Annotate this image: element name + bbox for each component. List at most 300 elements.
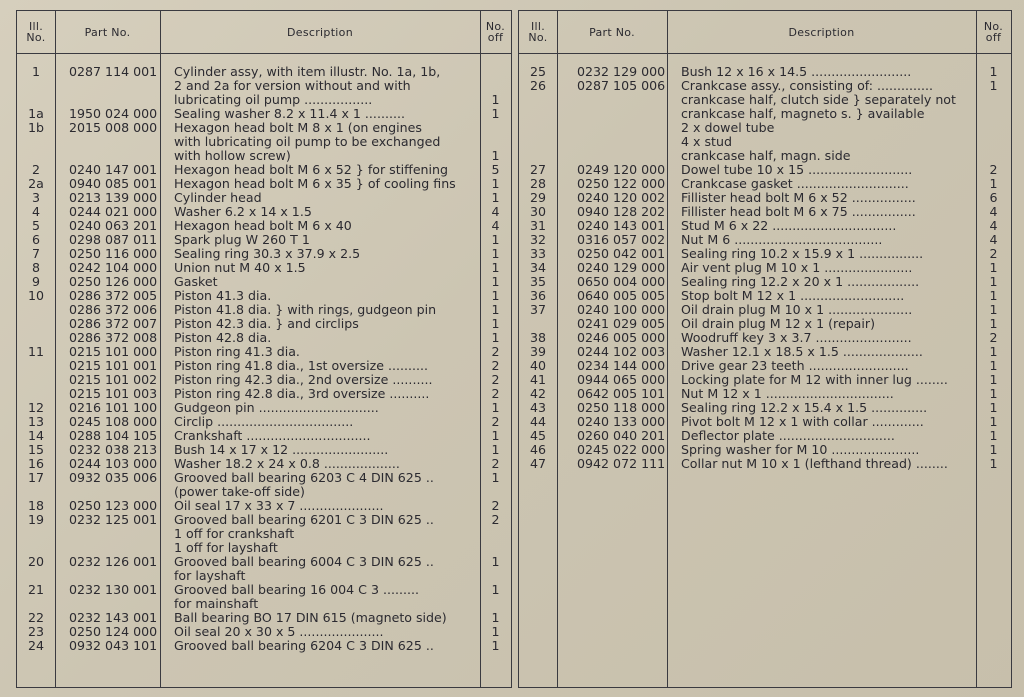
table-row — [17, 345, 511, 359]
part-no-cell: 0240 147 001 — [69, 162, 158, 177]
description-cell: 1 off for crankshaft — [174, 527, 295, 541]
ill-no-cell: 44 — [529, 414, 547, 429]
quantity-cell: 1 — [491, 330, 500, 345]
table-row — [17, 401, 511, 415]
table-row — [519, 177, 1011, 191]
table-row — [519, 205, 1011, 219]
header-part-no: Part No. — [589, 25, 635, 39]
part-no-cell: 0250 118 000 — [577, 400, 666, 415]
part-no-cell: 0240 120 002 — [577, 190, 666, 205]
quantity-cell: 1 — [491, 638, 500, 653]
ill-no-cell: 12 — [27, 400, 45, 415]
part-no-cell: 0286 372 006 — [69, 302, 158, 317]
part-no-cell: 0232 038 213 — [69, 442, 158, 457]
quantity-cell: 1 — [989, 78, 998, 93]
part-no-cell: 0213 139 000 — [69, 190, 158, 205]
table-row — [519, 261, 1011, 275]
table-row — [17, 499, 511, 513]
part-no-cell: 0250 124 000 — [69, 624, 158, 639]
quantity-cell: 2 — [491, 456, 500, 471]
table-row — [519, 233, 1011, 247]
quantity-cell: 4 — [989, 218, 998, 233]
part-no-cell: 0250 116 000 — [69, 246, 158, 261]
table-row — [17, 639, 511, 653]
table-row — [17, 107, 511, 121]
description-cell: Gasket — [174, 275, 218, 289]
description-cell: Hexagon head bolt M 6 x 35 } of cooling fins — [174, 177, 456, 191]
ill-no-cell: 43 — [529, 400, 547, 415]
quantity-cell: 1 — [491, 428, 500, 443]
quantity-cell: 2 — [491, 414, 500, 429]
description-cell: Union nut M 40 x 1.5 — [174, 261, 306, 275]
description-cell: Hexagon head bolt M 8 x 1 (on engines — [174, 121, 422, 135]
part-no-cell: 0642 005 101 — [577, 386, 666, 401]
part-no-cell: 0244 103 000 — [69, 456, 158, 471]
description-cell: Sealing ring 12.2 x 20 x 1 .................. — [681, 275, 920, 289]
description-cell: Collar nut M 10 x 1 (lefthand thread) ........ — [681, 457, 948, 471]
table-row — [17, 261, 511, 275]
table-row — [17, 163, 511, 177]
part-no-cell: 0932 043 101 — [69, 638, 158, 653]
description-cell: Crankshaft ............................... — [174, 429, 371, 443]
ill-no-cell: 39 — [529, 344, 547, 359]
quantity-cell: 2 — [491, 344, 500, 359]
ill-no-cell: 34 — [529, 260, 547, 275]
part-no-cell: 0316 057 002 — [577, 232, 666, 247]
description-cell: Spring washer for M 10 ...................... — [681, 443, 920, 457]
quantity-cell: 2 — [491, 386, 500, 401]
ill-no-cell: 31 — [529, 218, 547, 233]
description-cell: crankcase half, magneto s. } available — [681, 107, 925, 121]
description-cell: 4 x stud — [681, 135, 732, 149]
description-cell: Ball bearing BO 17 DIN 615 (magneto side) — [174, 611, 447, 625]
description-cell: Woodruff key 3 x 3.7 ........................ — [681, 331, 912, 345]
part-no-cell: 0215 101 000 — [69, 344, 158, 359]
part-no-cell: 0245 022 000 — [577, 442, 666, 457]
quantity-cell: 1 — [491, 260, 500, 275]
quantity-cell: 1 — [989, 442, 998, 457]
parts-table-left — [16, 10, 512, 688]
table-row — [17, 471, 511, 485]
ill-no-cell: 3 — [31, 190, 40, 205]
description-cell: Sealing washer 8.2 x 11.4 x 1 .......... — [174, 107, 405, 121]
description-cell: Drive gear 23 teeth ......................... — [681, 359, 909, 373]
quantity-cell: 2 — [491, 358, 500, 373]
quantity-cell: 2 — [989, 162, 998, 177]
quantity-cell: 1 — [989, 64, 998, 79]
part-no-cell: 2015 008 000 — [69, 120, 158, 135]
table-row — [17, 513, 511, 527]
ill-no-cell: 5 — [31, 218, 40, 233]
part-no-cell: 0250 122 000 — [577, 176, 666, 191]
table-row — [519, 163, 1011, 177]
quantity-cell: 2 — [491, 512, 500, 527]
ill-no-cell: 8 — [31, 260, 40, 275]
quantity-cell: 1 — [491, 246, 500, 261]
table-row — [17, 373, 511, 387]
table-row — [17, 275, 511, 289]
quantity-cell: 1 — [491, 624, 500, 639]
description-cell: Piston ring 41.8 dia., 1st oversize .......... — [174, 359, 428, 373]
ill-no-cell: 13 — [27, 414, 45, 429]
table-row — [17, 457, 511, 471]
quantity-cell: 1 — [989, 456, 998, 471]
description-cell: Grooved ball bearing 6201 C 3 DIN 625 .. — [174, 513, 434, 527]
description-cell: Oil drain plug M 12 x 1 (repair) — [681, 317, 875, 331]
description-cell: (power take-off side) — [174, 485, 305, 499]
quantity-cell: 1 — [989, 386, 998, 401]
ill-no-cell: 1 — [31, 64, 40, 79]
ill-no-cell: 26 — [529, 78, 547, 93]
description-cell: 2 x dowel tube — [681, 121, 775, 135]
description-cell: Oil seal 20 x 30 x 5 ..................... — [174, 625, 384, 639]
table-row — [519, 289, 1011, 303]
description-cell: Sealing ring 10.2 x 15.9 x 1 ................ — [681, 247, 924, 261]
description-cell: Bush 14 x 17 x 12 ........................ — [174, 443, 389, 457]
description-cell: Washer 6.2 x 14 x 1.5 — [174, 205, 312, 219]
part-no-cell: 0249 120 000 — [577, 162, 666, 177]
table-row — [17, 415, 511, 429]
description-cell: for mainshaft — [174, 597, 259, 611]
description-cell: with lubricating oil pump to be exchanged — [174, 135, 441, 149]
quantity-cell: 1 — [491, 176, 500, 191]
description-cell: Dowel tube 10 x 15 .......................... — [681, 163, 913, 177]
ill-no-cell: 19 — [27, 512, 45, 527]
table-row — [519, 107, 1011, 121]
description-cell: Deflector plate ............................. — [681, 429, 895, 443]
quantity-cell: 2 — [989, 330, 998, 345]
ill-no-cell: 2a — [28, 176, 44, 191]
table-row — [17, 149, 511, 163]
ill-no-cell: 20 — [27, 554, 45, 569]
ill-no-cell: 15 — [27, 442, 45, 457]
table-row — [519, 429, 1011, 443]
description-cell: Stud M 6 x 22 ............................... — [681, 219, 897, 233]
table-row — [519, 317, 1011, 331]
quantity-cell: 1 — [491, 470, 500, 485]
ill-no-cell: 4 — [31, 204, 40, 219]
table-row — [519, 275, 1011, 289]
description-cell: Grooved ball bearing 16 004 C 3 ......... — [174, 583, 420, 597]
part-no-cell: 0287 114 001 — [69, 64, 158, 79]
part-no-cell: 0232 126 001 — [69, 554, 158, 569]
table-row — [17, 303, 511, 317]
description-cell: for layshaft — [174, 569, 246, 583]
table-row — [17, 205, 511, 219]
description-cell: Crankcase assy., consisting of: .............. — [681, 79, 934, 93]
table-row — [17, 177, 511, 191]
part-no-cell: 0240 100 000 — [577, 302, 666, 317]
description-cell: crankcase half, clutch side } separately not — [681, 93, 956, 107]
table-row — [17, 191, 511, 205]
table-row — [519, 191, 1011, 205]
ill-no-cell: 1a — [28, 106, 44, 121]
quantity-cell: 1 — [989, 344, 998, 359]
part-no-cell: 0250 123 000 — [69, 498, 158, 513]
table-row — [519, 457, 1011, 471]
description-cell: Fillister head bolt M 6 x 52 ................ — [681, 191, 916, 205]
description-cell: lubricating oil pump ................. — [174, 93, 373, 107]
description-cell: Washer 12.1 x 18.5 x 1.5 .................... — [681, 345, 923, 359]
description-cell: Washer 18.2 x 24 x 0.8 ................... — [174, 457, 400, 471]
parts-rows-right — [519, 65, 1011, 471]
header-description: Description — [287, 25, 353, 39]
ill-no-cell: 35 — [529, 274, 547, 289]
description-cell: Sealing ring 30.3 x 37.9 x 2.5 — [174, 247, 361, 261]
table-row — [17, 331, 511, 345]
part-no-cell: 0241 029 005 — [577, 316, 666, 331]
description-cell: Locking plate for M 12 with inner lug ........ — [681, 373, 948, 387]
part-no-cell: 0240 133 000 — [577, 414, 666, 429]
description-cell: Sealing ring 12.2 x 15.4 x 1.5 .............. — [681, 401, 928, 415]
part-no-cell: 0244 102 003 — [577, 344, 666, 359]
quantity-cell: 2 — [491, 498, 500, 513]
ill-no-cell: 6 — [31, 232, 40, 247]
description-cell: Cylinder assy, with item illustr. No. 1a, 1b, — [174, 65, 441, 79]
quantity-cell: 5 — [491, 162, 500, 177]
quantity-cell: 1 — [491, 400, 500, 415]
ill-no-cell: 11 — [27, 344, 45, 359]
table-row — [17, 443, 511, 457]
table-row — [519, 373, 1011, 387]
description-cell: Piston 41.8 dia. } with rings, gudgeon pin — [174, 303, 437, 317]
part-no-cell: 0232 125 001 — [69, 512, 158, 527]
part-no-cell: 0240 129 000 — [577, 260, 666, 275]
quantity-cell: 1 — [491, 106, 500, 121]
table-row — [519, 401, 1011, 415]
part-no-cell: 0232 129 000 — [577, 64, 666, 79]
part-no-cell: 1950 024 000 — [69, 106, 158, 121]
header-ill-no: Ill. No. — [528, 20, 548, 44]
part-no-cell: 0240 143 001 — [577, 218, 666, 233]
ill-no-cell: 7 — [31, 246, 40, 261]
table-row — [519, 415, 1011, 429]
part-no-cell: 0216 101 100 — [69, 400, 158, 415]
header-no-off: No. off — [983, 20, 1004, 44]
part-no-cell: 0260 040 201 — [577, 428, 666, 443]
quantity-cell: 1 — [989, 260, 998, 275]
ill-no-cell: 46 — [529, 442, 547, 457]
part-no-cell: 0232 130 001 — [69, 582, 158, 597]
description-cell: Hexagon head bolt M 6 x 52 } for stiffening — [174, 163, 449, 177]
table-row — [17, 135, 511, 149]
quantity-cell: 1 — [989, 414, 998, 429]
quantity-cell: 1 — [989, 274, 998, 289]
part-no-cell: 0242 104 000 — [69, 260, 158, 275]
table-row — [519, 149, 1011, 163]
table-row — [519, 65, 1011, 79]
header-part-no: Part No. — [84, 25, 131, 39]
ill-no-cell: 21 — [27, 582, 45, 597]
ill-no-cell: 23 — [27, 624, 45, 639]
quantity-cell: 1 — [989, 372, 998, 387]
table-row — [17, 359, 511, 373]
description-cell: 2 and 2a for version without and with — [174, 79, 411, 93]
ill-no-cell: 38 — [529, 330, 547, 345]
quantity-cell: 1 — [989, 358, 998, 373]
description-cell: Cylinder head — [174, 191, 262, 205]
quantity-cell: 4 — [491, 218, 500, 233]
table-row — [519, 121, 1011, 135]
part-no-cell: 0298 087 011 — [69, 232, 158, 247]
part-no-cell: 0286 372 005 — [69, 288, 158, 303]
ill-no-cell: 47 — [529, 456, 547, 471]
ill-no-cell: 22 — [27, 610, 45, 625]
ill-no-cell: 37 — [529, 302, 547, 317]
part-no-cell: 0232 143 001 — [69, 610, 158, 625]
description-cell: Piston ring 42.8 dia., 3rd oversize .......... — [174, 387, 430, 401]
description-cell: crankcase half, magn. side — [681, 149, 851, 163]
table-row — [17, 247, 511, 261]
ill-no-cell: 10 — [27, 288, 45, 303]
table-row — [17, 317, 511, 331]
table-row — [17, 233, 511, 247]
part-no-cell: 0287 105 006 — [577, 78, 666, 93]
part-no-cell: 0640 005 005 — [577, 288, 666, 303]
part-no-cell: 0940 128 202 — [577, 204, 666, 219]
ill-no-cell: 24 — [27, 638, 45, 653]
part-no-cell: 0932 035 006 — [69, 470, 158, 485]
quantity-cell: 1 — [989, 400, 998, 415]
table-row — [17, 541, 511, 555]
table-row — [17, 65, 511, 79]
quantity-cell: 1 — [491, 190, 500, 205]
description-cell: Oil seal 17 x 33 x 7 ..................... — [174, 499, 384, 513]
quantity-cell: 4 — [989, 204, 998, 219]
description-cell: Circlip .................................. — [174, 415, 354, 429]
ill-no-cell: 17 — [27, 470, 45, 485]
part-no-cell: 0246 005 000 — [577, 330, 666, 345]
ill-no-cell: 16 — [27, 456, 45, 471]
table-row — [17, 555, 511, 569]
ill-no-cell: 18 — [27, 498, 45, 513]
table-row — [17, 625, 511, 639]
table-row — [519, 359, 1011, 373]
quantity-cell: 1 — [491, 302, 500, 317]
table-row — [17, 429, 511, 443]
table-row — [519, 247, 1011, 261]
description-cell: 1 off for layshaft — [174, 541, 278, 555]
quantity-cell: 1 — [491, 582, 500, 597]
quantity-cell: 1 — [491, 288, 500, 303]
table-row — [17, 527, 511, 541]
description-cell: Crankcase gasket ............................ — [681, 177, 909, 191]
table-row — [519, 331, 1011, 345]
header-no-off: No. off — [485, 20, 506, 44]
part-no-cell: 0245 108 000 — [69, 414, 158, 429]
quantity-cell: 1 — [491, 554, 500, 569]
description-cell: Grooved ball bearing 6004 C 3 DIN 625 .. — [174, 555, 434, 569]
table-row — [17, 597, 511, 611]
description-cell: Stop bolt M 12 x 1 .......................... — [681, 289, 905, 303]
ill-no-cell: 45 — [529, 428, 547, 443]
part-no-cell: 0215 101 002 — [69, 372, 158, 387]
description-cell: Piston ring 41.3 dia. — [174, 345, 300, 359]
ill-no-cell: 30 — [529, 204, 547, 219]
part-no-cell: 0250 042 001 — [577, 246, 666, 261]
header-description: Description — [788, 25, 855, 39]
table-row — [17, 387, 511, 401]
description-cell: with hollow screw) — [174, 149, 291, 163]
ill-no-cell: 32 — [529, 232, 547, 247]
part-no-cell: 0286 372 007 — [69, 316, 158, 331]
quantity-cell: 6 — [989, 190, 998, 205]
ill-no-cell: 25 — [529, 64, 547, 79]
table-row — [519, 303, 1011, 317]
part-no-cell: 0944 065 000 — [577, 372, 666, 387]
part-no-cell: 0288 104 105 — [69, 428, 158, 443]
quantity-cell: 1 — [491, 232, 500, 247]
quantity-cell: 1 — [491, 316, 500, 331]
table-row — [519, 387, 1011, 401]
description-cell: Piston ring 42.3 dia., 2nd oversize .......... — [174, 373, 433, 387]
table-row — [17, 93, 511, 107]
description-cell: Piston 42.3 dia. } and circlips — [174, 317, 359, 331]
table-row — [519, 135, 1011, 149]
ill-no-cell: 33 — [529, 246, 547, 261]
description-cell: Piston 42.8 dia. — [174, 331, 272, 345]
part-no-cell: 0234 144 000 — [577, 358, 666, 373]
ill-no-cell: 40 — [529, 358, 547, 373]
table-row — [17, 583, 511, 597]
part-no-cell: 0942 072 111 — [577, 456, 666, 471]
description-cell: Pivot bolt M 12 x 1 with collar ............. — [681, 415, 924, 429]
description-cell: Nut M 6 ..................................... — [681, 233, 883, 247]
parts-rows-left — [17, 65, 511, 653]
description-cell: Spark plug W 260 T 1 — [174, 233, 310, 247]
quantity-cell: 1 — [491, 148, 500, 163]
quantity-cell: 1 — [491, 442, 500, 457]
ill-no-cell: 29 — [529, 190, 547, 205]
description-cell: Grooved ball bearing 6203 C 4 DIN 625 .. — [174, 471, 434, 485]
table-row — [519, 443, 1011, 457]
description-cell: Nut M 12 x 1 ................................ — [681, 387, 894, 401]
description-cell: Hexagon head bolt M 6 x 40 — [174, 219, 352, 233]
table-row — [519, 93, 1011, 107]
quantity-cell: 1 — [491, 274, 500, 289]
ill-no-cell: 36 — [529, 288, 547, 303]
part-no-cell: 0940 085 001 — [69, 176, 158, 191]
description-cell: Grooved ball bearing 6204 C 3 DIN 625 .. — [174, 639, 434, 653]
table-row — [17, 611, 511, 625]
quantity-cell: 2 — [491, 372, 500, 387]
quantity-cell: 1 — [989, 302, 998, 317]
ill-no-cell: 9 — [31, 274, 40, 289]
quantity-cell: 1 — [491, 92, 500, 107]
header-divider — [17, 53, 511, 54]
ill-no-cell: 28 — [529, 176, 547, 191]
table-row — [519, 79, 1011, 93]
ill-no-cell: 42 — [529, 386, 547, 401]
description-cell: Bush 12 x 16 x 14.5 ......................... — [681, 65, 912, 79]
quantity-cell: 4 — [491, 204, 500, 219]
part-no-cell: 0244 021 000 — [69, 204, 158, 219]
ill-no-cell: 41 — [529, 372, 547, 387]
table-row — [519, 345, 1011, 359]
ill-no-cell: 1b — [27, 120, 44, 135]
quantity-cell: 1 — [989, 316, 998, 331]
ill-no-cell: 27 — [529, 162, 547, 177]
table-row — [17, 289, 511, 303]
quantity-cell: 1 — [989, 428, 998, 443]
quantity-cell: 1 — [491, 610, 500, 625]
header-divider — [519, 53, 1011, 54]
quantity-cell: 4 — [989, 232, 998, 247]
part-no-cell: 0215 101 001 — [69, 358, 158, 373]
parts-table-right — [518, 10, 1012, 688]
table-row — [17, 121, 511, 135]
part-no-cell: 0650 004 000 — [577, 274, 666, 289]
